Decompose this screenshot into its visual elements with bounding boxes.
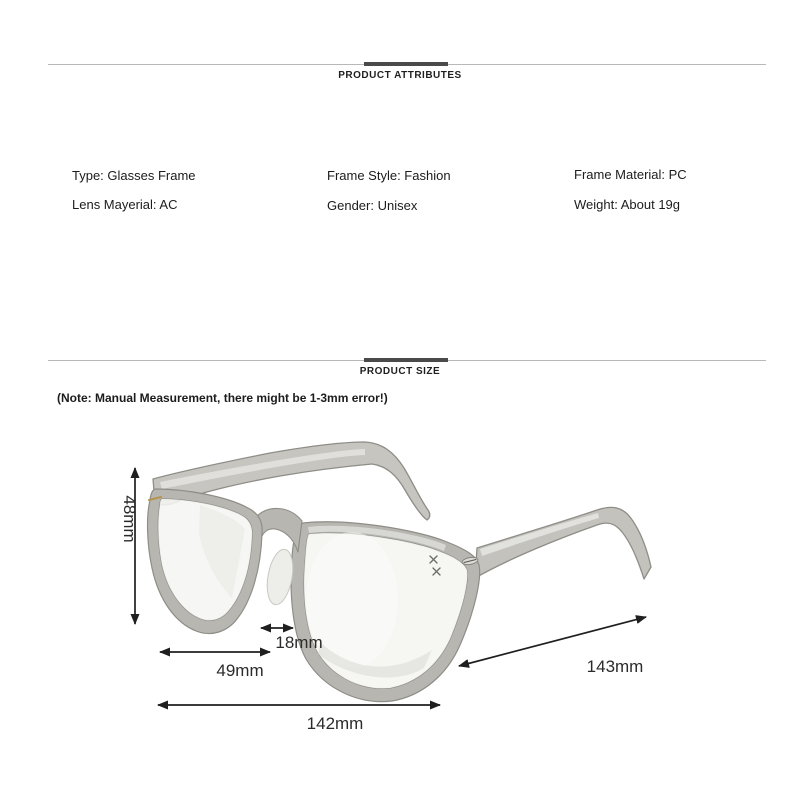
attr-weight: Weight: About 19g <box>574 197 681 212</box>
section-title-size: PRODUCT SIZE <box>359 366 441 377</box>
bridge <box>258 508 302 552</box>
attr-lens-material: Lens Mayerial: AC <box>72 197 178 212</box>
right-temple-highlight <box>480 513 599 556</box>
measurement-note: (Note: Manual Measurement, there might be 1-3mm error!) <box>57 391 388 405</box>
label-lens-height: 48mm <box>120 495 139 543</box>
section-title-attributes: PRODUCT ATTRIBUTES <box>338 70 462 81</box>
label-temple-length: 143mm <box>586 657 644 676</box>
attr-type: Type: Glasses Frame <box>72 168 196 183</box>
label-frame-width: 142mm <box>306 714 364 733</box>
attr-gender: Gender: Unisex <box>327 198 418 213</box>
attr-frame-material: Frame Material: PC <box>574 167 687 182</box>
attr-frame-style: Frame Style: Fashion <box>327 168 451 183</box>
label-bridge-width: 18mm <box>275 633 323 652</box>
label-lens-width: 49mm <box>216 661 264 680</box>
